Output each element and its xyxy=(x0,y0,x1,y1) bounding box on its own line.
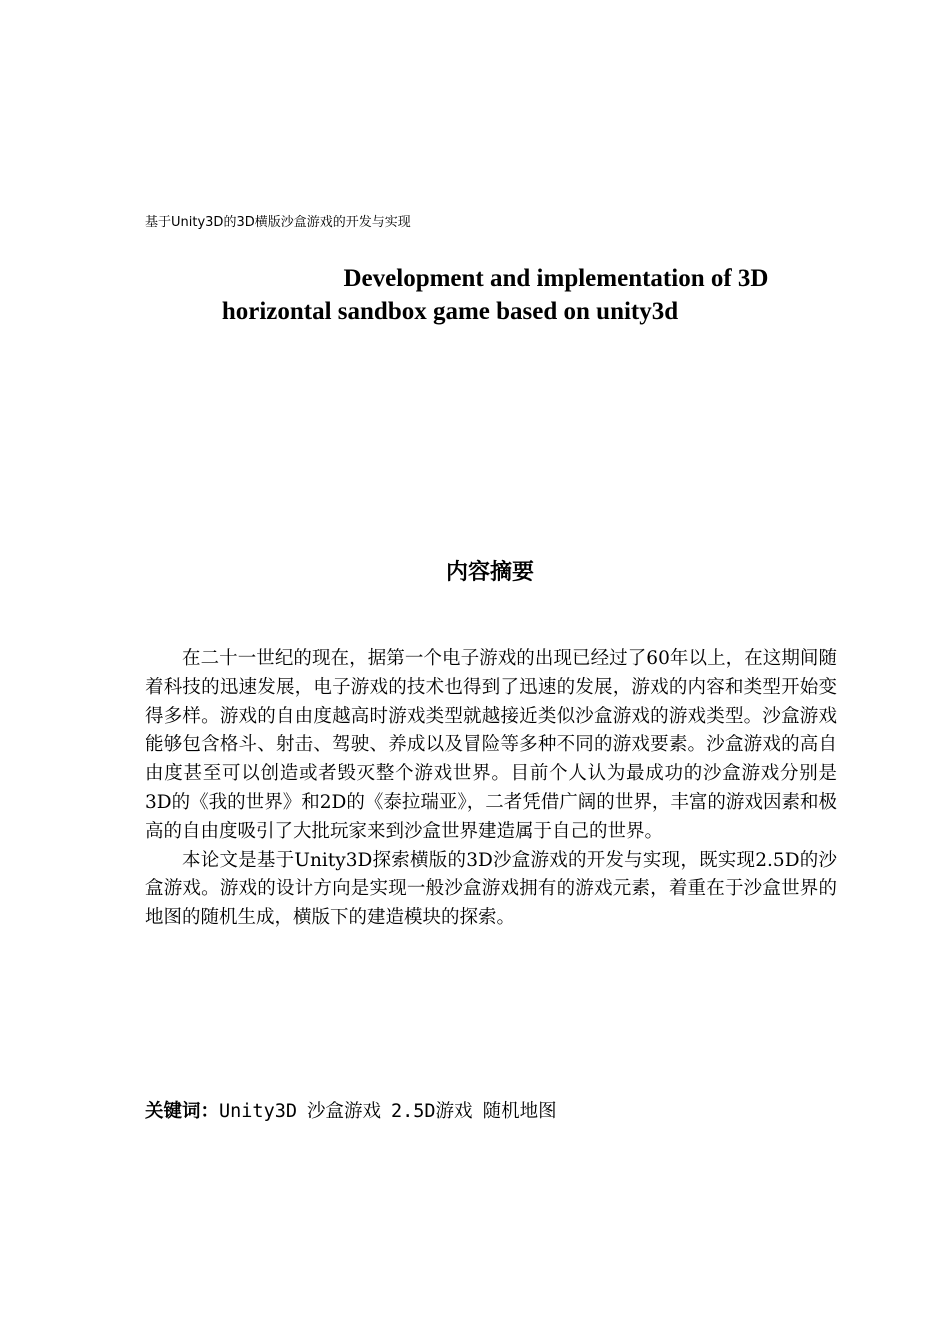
abstract-heading: 内容摘要 xyxy=(445,560,534,585)
keyword-item: Unity3D xyxy=(219,1101,297,1122)
keywords-line xyxy=(145,1098,567,1126)
abstract-paragraph-2: 本论文是基于Unity3D探索横版的3D沙盒游戏的开发与实现，既实现2.5D的沙盒游戏。游戏的设计方向是实现一般沙盒游戏拥有的游戏元素，着重在于沙盒世界的地图的随机生成，横版下的建造模块的探索。 xyxy=(145,849,837,929)
keyword-item: 随机地图 xyxy=(482,1101,557,1122)
keyword-item: 沙盒游戏 xyxy=(306,1101,381,1122)
english-title-line-1: Development and implementation of 3D xyxy=(343,265,769,292)
english-title-line-2: horizontal sandbox game based on unity3d xyxy=(221,298,679,325)
running-header: 基于Unity3D的3D横版沙盒游戏的开发与实现 xyxy=(145,215,411,230)
keywords-label: 关键词： xyxy=(145,1101,220,1122)
abstract-body xyxy=(145,645,837,933)
abstract-paragraph-1: 在二十一世纪的现在，据第一个电子游戏的出现已经过了60年以上，在这期间随着科技的迅速发展，电子游戏的技术也得到了迅速的发展，游戏的内容和类型开始变得多样。游戏的自由度越高时游戏类型就越接近类似沙盒游戏的游戏类型。沙盒游戏能够包含格斗、射击、驾驶、养成以及冒险等多种不同的游戏要素。沙盒游戏的高自由度甚至可以创造或者毁灭整个游戏世界。目前个人认为最成功的沙盒游戏分别是3D的《我的世界》和2D的《泰拉瑞亚》，二者凭借广阔的世界，丰富的游戏因素和极高的自由度吸引了大批玩家来到沙盒世界建造属于自己的世界。 xyxy=(145,648,837,842)
keyword-item: 2.5D游戏 xyxy=(391,1101,473,1122)
keywords-list xyxy=(219,1101,567,1122)
english-title xyxy=(140,262,840,328)
